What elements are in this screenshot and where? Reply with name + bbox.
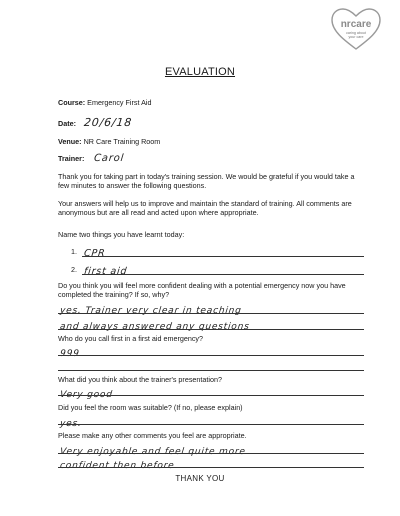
trainer-value: Carol [93,153,126,164]
q6-answer-1-text: Very enjoyable and feel quite more [59,447,247,457]
q5-answer-text: yes. [59,419,83,429]
intro-paragraph-1: Thank you for taking part in today's training session. We would be grateful if you would take a few minutes to answer the following questions. [58,172,355,190]
q4-answer-text: Very good [59,390,114,400]
answer-line [58,395,364,396]
q6-answer-2 [60,455,174,473]
venue-row [58,137,160,146]
answer-line [58,370,364,371]
trainer-row [58,153,125,164]
q2-answer-2-text: and always answered any questions [59,322,251,332]
date-value: 20/6/18 [83,116,133,129]
q5-answer [60,413,82,431]
answer-line [58,329,364,330]
answer-line [58,355,364,356]
answer-line [58,453,364,454]
logo-name: nrcare [340,19,372,30]
heart-logo-icon [326,6,386,52]
logo-tagline-1: caring about [346,31,366,35]
q1-number-2: 2. [71,265,77,274]
page-title: EVALUATION [164,66,236,78]
logo-tagline-2: your care [348,35,364,39]
thank-you-text: THANK YOU [175,474,225,483]
intro-paragraph-2: Your answers will help us to improve and maintain the standard of training. All comments are anonymous but are all read and acted upon where appropriate. [58,199,352,217]
q1-answer-2 [84,261,127,279]
q1-answer-1-text: CPR [83,248,106,259]
question-1: Name two things you have learnt today: [58,230,185,239]
question-4: What did you think about the trainer's presentation? [58,375,222,384]
answer-line [58,313,364,314]
q1-answer-2-text: first aid [83,266,128,277]
q2-answer-1-text: yes. Trainer very clear in teaching [59,306,243,316]
question-3: Who do you call first in a first aid emergency? [58,334,204,343]
answer-line [82,274,364,275]
answer-line [82,256,364,257]
q6-answer-2-text: confident then before [59,461,175,471]
course-value: Emergency First Aid [87,98,152,107]
date-row [58,116,132,129]
q3-answer-text: 999 [59,349,81,359]
q2-answer-2 [60,316,250,334]
question-2: Do you think you will feel more confident dealing with a potential emergency now you have completed the training? If so, why? [58,281,346,299]
course-label: Course: [58,98,86,107]
question-6: Please make any other comments you feel are appropriate. [58,431,247,440]
venue-value: NR Care Training Room [83,137,161,146]
venue-label: Venue: [58,137,82,146]
q1-answer-1 [84,243,105,261]
nrcare-logo [326,6,386,52]
question-5: Did you feel the room was suitable? (If no, please explain) [58,403,243,412]
q3-answer [60,343,80,361]
answer-line [58,424,364,425]
q4-answer [60,384,113,402]
trainer-label: Trainer: [58,154,85,163]
course-row [58,98,151,107]
answer-line [58,467,364,468]
date-label: Date: [58,119,76,128]
q1-number-1: 1. [71,247,77,256]
